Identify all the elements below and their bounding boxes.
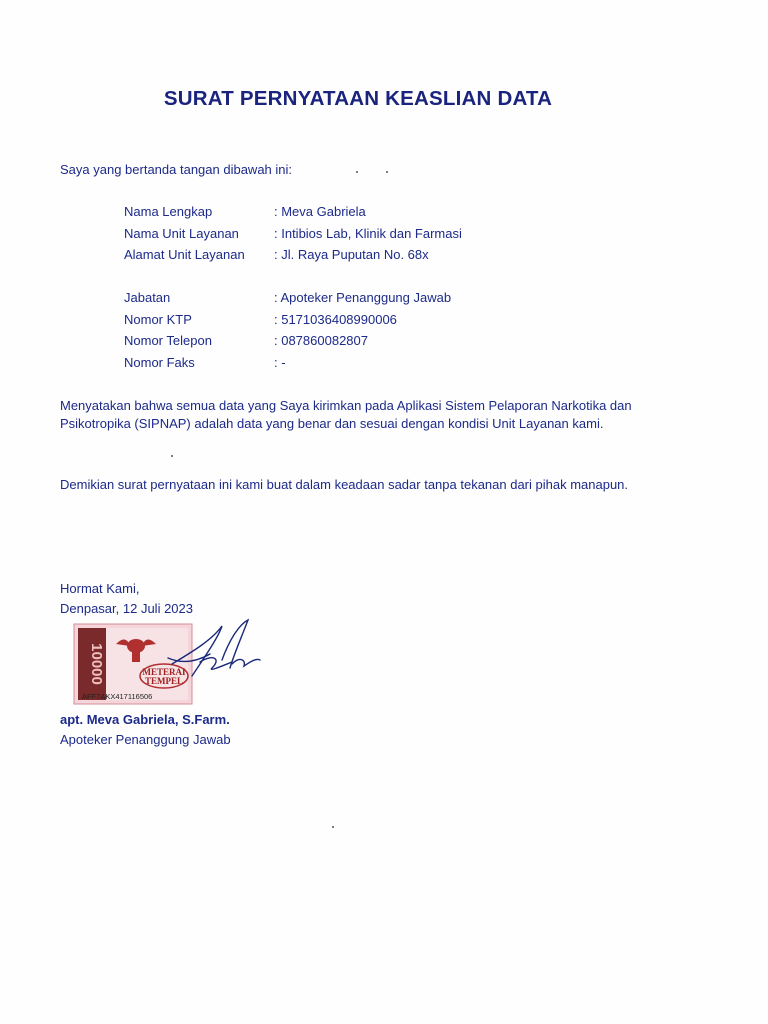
closing-block	[60, 579, 193, 619]
identity-fields	[124, 201, 584, 266]
scan-speck	[171, 455, 173, 457]
field-value: : -	[274, 354, 286, 370]
stamp-denomination: 10000	[88, 643, 105, 685]
field-unit-address	[124, 244, 584, 266]
intro-text: Saya yang bertanda tangan dibawah ini:	[60, 162, 293, 177]
scan-speck	[332, 826, 334, 828]
signer-block	[60, 710, 231, 750]
field-full-name	[124, 201, 584, 223]
closing-greeting: Hormat Kami,	[60, 581, 140, 596]
field-value: : 5171036408990006	[274, 311, 397, 327]
closing-place-date: Denpasar, 12 Juli 2023	[60, 601, 193, 616]
field-position	[124, 287, 584, 309]
field-fax	[124, 352, 584, 374]
field-unit-name	[124, 223, 584, 245]
scan-speck	[386, 171, 388, 173]
field-label: Nama Lengkap	[124, 204, 213, 219]
closing-paragraph: Demikian surat pernyataan ini kami buat dalam keadaan sadar tanpa tekanan dari pihak manapun.	[60, 477, 629, 492]
signer-position: Apoteker Penanggung Jawab	[60, 732, 231, 747]
field-value: : Apoteker Penanggung Jawab	[274, 290, 452, 305]
field-label: Nama Unit Layanan	[124, 225, 239, 241]
field-id-number	[124, 309, 584, 331]
field-value: : Jl. Raya Puputan No. 68x	[274, 247, 429, 262]
field-label: Nomor Faks	[124, 354, 195, 370]
signer-name: apt. Meva Gabriela, S.Farm.	[60, 712, 230, 727]
field-label: Nomor Telepon	[124, 333, 212, 348]
field-value: : 087860082807	[274, 333, 368, 348]
contact-fields	[124, 287, 584, 373]
document-title: SURAT PERNYATAAN KEASLIAN DATA	[163, 87, 553, 110]
field-value: : Meva Gabriela	[274, 204, 366, 219]
stamp-label-line1: METERAI	[142, 667, 186, 677]
field-label: Alamat Unit Layanan	[124, 247, 245, 262]
stamp-label-line2: TEMPEL	[144, 676, 184, 686]
field-phone	[124, 330, 584, 352]
duty-stamp-icon	[72, 618, 262, 708]
statement-paragraph: Menyatakan bahwa semua data yang Saya kirimkan pada Aplikasi Sistem Pelaporan Narkotika dan Psikotropika (SIPNAP) adalah data yang benar dan sesuai dengan kondisi Unit Layanan kami.	[60, 398, 632, 431]
scan-speck	[356, 171, 358, 173]
field-label: Jabatan	[124, 290, 171, 305]
field-value: : Intibios Lab, Klinik dan Farmasi	[274, 225, 462, 241]
stamp-and-signature	[72, 618, 262, 708]
field-label: Nomor KTP	[124, 311, 192, 327]
stamp-serial: AFF7AKX417116506	[82, 692, 153, 701]
